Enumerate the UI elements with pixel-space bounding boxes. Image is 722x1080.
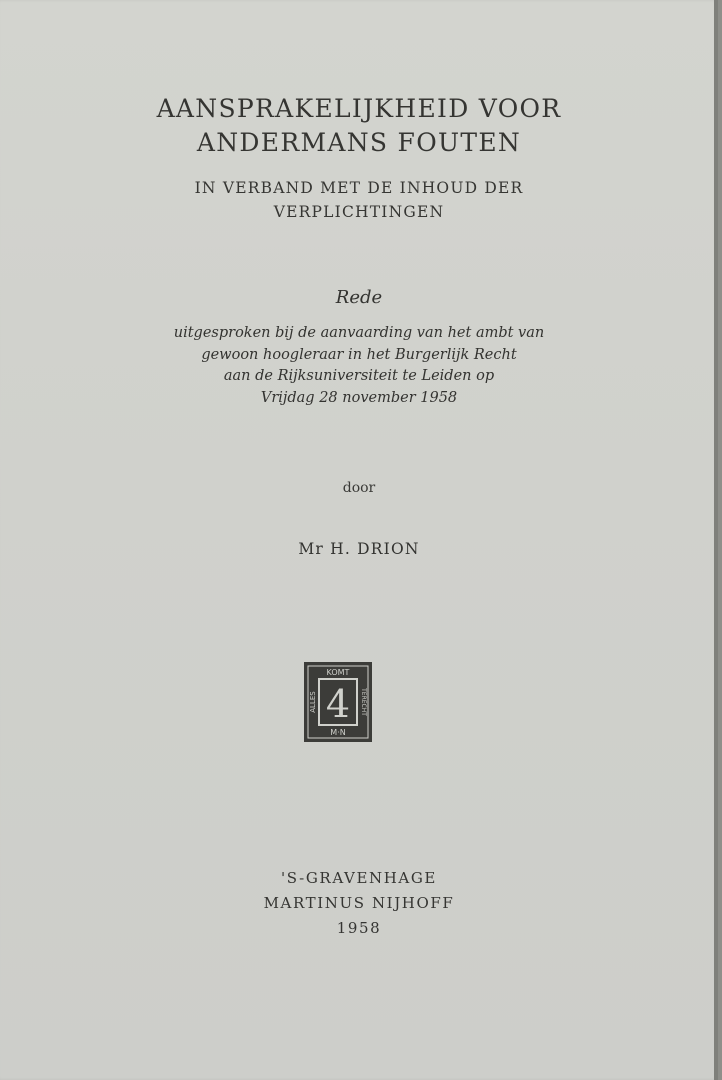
speech-description [0,323,718,409]
emblem-numeral: 4 [325,682,351,726]
publisher-emblem-icon [304,662,372,742]
title-line-1: AANSPRAKELIJKHEID VOOR [156,94,562,123]
speech-heading: Rede [335,287,383,308]
subtitle-line-2: VERPLICHTINGEN [273,203,445,221]
book-subtitle [0,176,718,224]
publication-year: 1958 [336,919,382,937]
emblem-text-terecht: TERECHT [360,688,367,716]
book-title [0,92,718,160]
speech-line-1: uitgesproken bij de aanvaarding van het ambt van [173,325,545,341]
speech-line-3: aan de Rijksuniversiteit te Leiden op [223,368,495,384]
title-line-2: ANDERMANS FOUTEN [196,128,522,157]
publisher-block [0,866,718,941]
emblem-text-mn: M·N [330,728,346,737]
author-name: Mr H. DRION [298,540,420,558]
publisher-city: 'S-GRAVENHAGE [281,869,437,887]
publisher-name: MARTINUS NIJHOFF [263,894,455,912]
speech-line-4: Vrijdag 28 november 1958 [260,389,458,406]
emblem-text-komt: KOMT [326,668,350,677]
speech-line-2: gewoon hoogleraar in het Burgerlijk Recht [201,346,517,363]
subtitle-line-1: IN VERBAND MET DE INHOUD DER [194,179,524,197]
byline-door: door [342,480,376,496]
emblem-text-alles: ALLES [309,691,317,713]
